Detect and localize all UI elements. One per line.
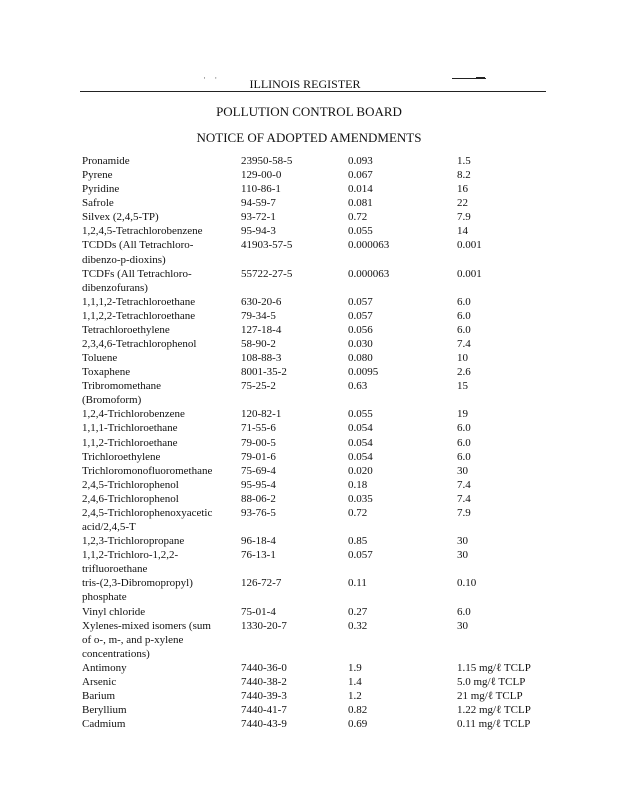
constituent-name: 2,4,5-Trichlorophenoxyacetic acid/2,4,5-T	[82, 506, 213, 534]
table-row	[82, 154, 557, 168]
wastewater-standard: 0.0095	[348, 366, 379, 379]
nonwastewater-standard: 15	[457, 380, 468, 393]
wastewater-standard: 0.63	[348, 380, 368, 393]
cas-number: 79-34-5	[241, 309, 276, 322]
constituent-name: 1,1,1,2-Tetrachloroethane	[82, 295, 196, 308]
wastewater-standard: 0.081	[348, 197, 373, 210]
cas-number: 126-72-7	[241, 577, 282, 590]
wastewater-standard: 0.27	[348, 605, 368, 618]
cas-number: 93-72-1	[241, 211, 276, 224]
cas-number: 41903-57-5	[241, 239, 293, 252]
constituent-name: Beryllium	[82, 704, 127, 717]
cas-number: 93-76-5	[241, 506, 276, 519]
table-row	[82, 478, 557, 492]
wastewater-standard: 1.4	[348, 675, 362, 688]
table-row	[82, 224, 557, 238]
nonwastewater-standard: 30	[457, 464, 468, 477]
wastewater-standard: 0.020	[348, 464, 373, 477]
table-row	[82, 689, 557, 703]
table-row	[82, 238, 557, 266]
constituent-name: Toluene	[82, 352, 118, 365]
wastewater-standard: 0.080	[348, 352, 373, 365]
cas-number: 23950-58-5	[241, 155, 293, 167]
wastewater-standard: 0.82	[348, 704, 368, 717]
table-row	[82, 436, 557, 450]
nonwastewater-standard: 5.0 mg/ℓ TCLP	[457, 675, 526, 688]
constituent-name: Antimony	[82, 661, 127, 674]
cas-number: 127-18-4	[241, 323, 282, 336]
table-row	[82, 717, 557, 731]
wastewater-standard: 0.72	[348, 506, 368, 519]
nonwastewater-standard: 0.10	[457, 577, 477, 590]
nonwastewater-standard: 0.001	[457, 267, 482, 280]
header-rule	[80, 91, 546, 92]
wastewater-standard: 0.000063	[348, 267, 390, 280]
wastewater-standard: 0.054	[348, 436, 373, 449]
wastewater-standard: 0.000063	[348, 239, 390, 252]
wastewater-standard: 0.054	[348, 450, 373, 463]
nonwastewater-standard: 0.001	[457, 239, 482, 252]
nonwastewater-standard: 6.0	[457, 323, 471, 336]
wastewater-standard: 0.18	[348, 478, 368, 491]
register-title: ILLINOIS REGISTER	[249, 77, 361, 91]
constituent-name: Vinyl chloride	[82, 605, 146, 618]
cas-number: 120-82-1	[241, 408, 282, 421]
cas-number: 8001-35-2	[241, 366, 287, 379]
nonwastewater-standard: 19	[457, 408, 468, 421]
table-row	[82, 295, 557, 309]
wastewater-standard: 0.056	[348, 323, 373, 336]
table-row	[82, 506, 557, 534]
constituent-name: Trichloroethylene	[82, 450, 161, 463]
constituent-name: Tetrachloroethylene	[82, 323, 170, 336]
table-row	[82, 619, 557, 661]
nonwastewater-standard: 7.9	[457, 211, 471, 224]
constituent-name: 1,2,3-Trichloropropane	[82, 535, 185, 548]
nonwastewater-standard: 6.0	[457, 450, 471, 463]
nonwastewater-standard: 16	[457, 183, 468, 196]
cas-number: 95-95-4	[241, 478, 276, 491]
wastewater-standard: 0.014	[348, 183, 373, 196]
cas-number: 71-55-6	[241, 422, 276, 435]
constituent-name: 1,2,4-Trichlorobenzene	[82, 408, 185, 421]
cas-number: 7440-43-9	[241, 718, 287, 731]
page-mark	[476, 77, 485, 79]
constituent-name: Silvex (2,4,5-TP)	[82, 211, 159, 224]
nonwastewater-standard: 30	[457, 619, 468, 632]
constituent-name: Barium	[82, 689, 115, 702]
wastewater-standard: 0.030	[348, 338, 373, 351]
constituent-name: 1,2,4,5-Tetrachlorobenzene	[82, 225, 203, 238]
nonwastewater-standard: 1.5	[457, 155, 471, 167]
nonwastewater-standard: 8.2	[457, 169, 471, 182]
table-row	[82, 267, 557, 295]
constituent-name: TCDFs (All Tetrachloro- dibenzofurans)	[82, 267, 192, 294]
wastewater-standard: 0.85	[348, 535, 368, 548]
wastewater-standard: 0.72	[348, 211, 368, 224]
cas-number: 58-90-2	[241, 338, 276, 351]
nonwastewater-standard: 14	[457, 225, 468, 238]
wastewater-standard: 0.11	[348, 577, 367, 590]
table-row	[82, 703, 557, 717]
nonwastewater-standard: 1.22 mg/ℓ TCLP	[457, 704, 531, 717]
constituent-name: 2,4,5-Trichlorophenol	[82, 478, 179, 491]
cas-number: 7440-36-0	[241, 661, 287, 674]
wastewater-standard: 0.055	[348, 225, 373, 238]
nonwastewater-standard: 6.0	[457, 295, 471, 308]
cas-number: 7440-38-2	[241, 675, 287, 688]
cas-number: 108-88-3	[241, 352, 282, 365]
constituent-name: 1,1,2,2-Tetrachloroethane	[82, 309, 196, 322]
cas-number: 75-01-4	[241, 605, 276, 618]
constituent-name: Safrole	[82, 197, 114, 210]
constituent-name: Pyrene	[82, 169, 113, 182]
wastewater-standard: 0.035	[348, 492, 373, 505]
cas-number: 110-86-1	[241, 183, 281, 196]
table-row	[82, 309, 557, 323]
nonwastewater-standard: 7.4	[457, 492, 471, 505]
constituent-name: Pyridine	[82, 183, 120, 196]
nonwastewater-standard: 30	[457, 549, 468, 562]
constituent-name: Trichloromonofluoromethane	[82, 464, 213, 477]
constituent-name: Xylenes-mixed isomers (sum of o-, m-, and p-xylene concentrations)	[82, 619, 211, 660]
constituent-name: Pronamide	[82, 155, 130, 167]
wastewater-standard: 1.9	[348, 661, 362, 674]
table-row	[82, 182, 557, 196]
cas-number: 94-59-7	[241, 197, 276, 210]
wastewater-standard: 0.093	[348, 155, 373, 167]
table-row	[82, 661, 557, 675]
notice-title: NOTICE OF ADOPTED AMENDMENTS	[196, 130, 422, 145]
nonwastewater-standard: 1.15 mg/ℓ TCLP	[457, 661, 531, 674]
cas-number: 75-25-2	[241, 380, 276, 393]
constituent-name: Tribromomethane (Bromoform)	[82, 380, 162, 407]
wastewater-standard: 0.32	[348, 619, 368, 632]
cas-number: 630-20-6	[241, 295, 282, 308]
wastewater-standard: 0.054	[348, 422, 373, 435]
wastewater-standard: 0.057	[348, 295, 373, 308]
cas-number: 88-06-2	[241, 492, 276, 505]
table-row	[82, 605, 557, 619]
table-row	[82, 323, 557, 337]
nonwastewater-standard: 7.4	[457, 478, 471, 491]
nonwastewater-standard: 30	[457, 535, 468, 548]
nonwastewater-standard: 6.0	[457, 436, 471, 449]
cas-number: 55722-27-5	[241, 267, 293, 280]
wastewater-standard: 0.057	[348, 309, 373, 322]
board-title: POLLUTION CONTROL BOARD	[216, 104, 402, 119]
wastewater-standard: 0.057	[348, 549, 373, 562]
cas-number: 79-01-6	[241, 450, 276, 463]
cas-number: 7440-41-7	[241, 704, 287, 717]
table-row	[82, 210, 557, 224]
nonwastewater-standard: 7.4	[457, 338, 471, 351]
nonwastewater-standard: 6.0	[457, 605, 471, 618]
nonwastewater-standard: 2.6	[457, 366, 471, 379]
table-row	[82, 337, 557, 351]
scan-artifact: · ·	[203, 73, 221, 83]
table-row	[82, 365, 557, 379]
table-row	[82, 196, 557, 210]
wastewater-standard: 0.067	[348, 169, 373, 182]
constituent-name: 1,1,2-Trichloroethane	[82, 436, 178, 449]
constituent-name: tris-(2,3-Dibromopropyl) phosphate	[82, 577, 193, 604]
wastewater-standard: 1.2	[348, 689, 362, 702]
table-row	[82, 576, 557, 604]
constituent-name: Arsenic	[82, 675, 117, 688]
wastewater-standard: 0.055	[348, 408, 373, 421]
cas-number: 76-13-1	[241, 549, 276, 562]
constituent-name: 2,4,6-Trichlorophenol	[82, 492, 179, 505]
cas-number: 1330-20-7	[241, 619, 287, 632]
table-row	[82, 407, 557, 421]
cas-number: 95-94-3	[241, 225, 276, 238]
table-row	[82, 421, 557, 435]
table-row	[82, 675, 557, 689]
nonwastewater-standard: 7.9	[457, 506, 471, 519]
nonwastewater-standard: 10	[457, 352, 468, 365]
cas-number: 96-18-4	[241, 535, 276, 548]
nonwastewater-standard: 6.0	[457, 422, 471, 435]
constituent-table	[82, 154, 557, 731]
table-row	[82, 379, 557, 407]
table-row	[82, 450, 557, 464]
table-row	[82, 168, 557, 182]
table-row	[82, 534, 557, 548]
table-row	[82, 464, 557, 478]
cas-number: 75-69-4	[241, 464, 276, 477]
cas-number: 7440-39-3	[241, 689, 287, 702]
cas-number: 129-00-0	[241, 169, 282, 182]
nonwastewater-standard: 0.11 mg/ℓ TCLP	[457, 718, 531, 731]
table-row	[82, 548, 557, 576]
nonwastewater-standard: 6.0	[457, 309, 471, 322]
constituent-name: Cadmium	[82, 718, 126, 731]
constituent-name: TCDDs (All Tetrachloro- dibenzo-p-dioxins)	[82, 239, 194, 266]
constituent-name: Toxaphene	[82, 366, 131, 379]
constituent-name: 1,1,2-Trichloro-1,2,2- trifluoroethane	[82, 549, 179, 576]
nonwastewater-standard: 22	[457, 197, 468, 210]
constituent-name: 2,3,4,6-Tetrachlorophenol	[82, 338, 197, 351]
table-row	[82, 492, 557, 506]
table-row	[82, 351, 557, 365]
nonwastewater-standard: 21 mg/ℓ TCLP	[457, 689, 523, 702]
constituent-name: 1,1,1-Trichloroethane	[82, 422, 178, 435]
cas-number: 79-00-5	[241, 436, 276, 449]
wastewater-standard: 0.69	[348, 718, 368, 731]
